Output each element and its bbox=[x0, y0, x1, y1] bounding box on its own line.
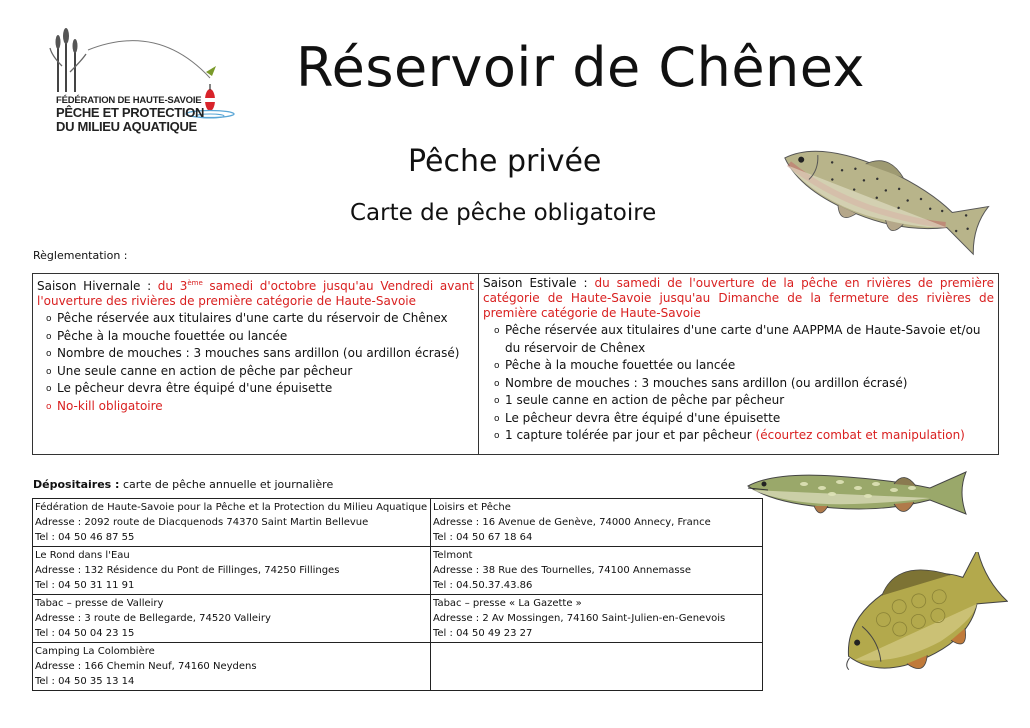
list-item: o Pêche réservée aux titulaires d'une carte d'une AAPPMA de Haute-Savoie et/ou du réservoir de Chênex bbox=[483, 322, 994, 357]
table-cell bbox=[33, 643, 431, 691]
shop-name: Fédération de Haute-Savoie pour la Pêche et la Protection du Milieu Aquatique bbox=[35, 502, 428, 513]
table-cell bbox=[33, 595, 431, 643]
table-cell bbox=[431, 547, 763, 595]
table-row bbox=[33, 643, 763, 691]
summer-season-name: Saison Estivale : bbox=[483, 276, 588, 290]
shop-address: Adresse : 16 Avenue de Genève, 74000 Annecy, France bbox=[433, 517, 711, 528]
table-row bbox=[33, 499, 763, 547]
table-cell bbox=[33, 547, 431, 595]
shop-name: Telmont bbox=[433, 550, 473, 561]
shop-name: Tabac – presse de Valleiry bbox=[35, 598, 164, 609]
shop-phone: Tel : 04 50 67 18 64 bbox=[433, 532, 533, 543]
logo-line-1: FÉDÉRATION DE HAUTE-SAVOIE bbox=[56, 95, 202, 106]
list-item: o Une seule canne en action de pêche par pêcheur bbox=[37, 363, 474, 381]
shop-name: Le Rond dans l'Eau bbox=[35, 550, 130, 561]
logo-text bbox=[56, 96, 206, 133]
logo-line-2: PÊCHE ET PROTECTION bbox=[56, 104, 205, 120]
shop-address: Adresse : 3 route de Bellegarde, 74520 Valleiry bbox=[35, 613, 271, 624]
shop-address: Adresse : 38 Rue des Tournelles, 74100 Annemasse bbox=[433, 565, 691, 576]
shop-address: Adresse : 132 Résidence du Pont de Fillinges, 74250 Fillinges bbox=[35, 565, 340, 576]
shop-phone: Tel : 04 50 35 13 14 bbox=[35, 676, 135, 687]
list-item: o Nombre de mouches : 3 mouches sans ardillon (ou ardillon écrasé) bbox=[483, 375, 994, 393]
shop-phone: Tel : 04 50 04 23 15 bbox=[35, 628, 135, 639]
shop-name: Camping La Colombière bbox=[35, 646, 155, 657]
list-item: o Pêche à la mouche fouettée ou lancée bbox=[483, 357, 994, 375]
depositaires-table bbox=[32, 498, 763, 691]
page-subtitle: Pêche privée bbox=[408, 144, 602, 179]
shop-address: Adresse : 166 Chemin Neuf, 74160 Neydens bbox=[35, 661, 257, 672]
list-item: o Nombre de mouches : 3 mouches sans ardillon (ou ardillon écrasé) bbox=[37, 345, 474, 363]
table-cell bbox=[431, 499, 763, 547]
table-cell bbox=[33, 499, 431, 547]
shop-name: Loisirs et Pêche bbox=[433, 502, 511, 513]
list-item: o 1 seule canne en action de pêche par pêcheur bbox=[483, 392, 994, 410]
winter-season-cell bbox=[33, 274, 479, 454]
winter-season-header bbox=[37, 276, 474, 309]
rules-table bbox=[32, 273, 999, 455]
table-cell bbox=[431, 595, 763, 643]
shop-name: Tabac – presse « La Gazette » bbox=[433, 598, 582, 609]
winter-season-name: Saison Hivernale : bbox=[37, 279, 152, 293]
table-row bbox=[33, 547, 763, 595]
federation-logo bbox=[48, 26, 238, 144]
pike-icon bbox=[744, 462, 974, 532]
list-item: o Le pêcheur devra être équipé d'une épuisette bbox=[483, 410, 994, 428]
shop-address: Adresse : 2092 route de Diacquenods 74370 Saint Martin Bellevue bbox=[35, 517, 369, 528]
reglementation-label: Règlementation : bbox=[33, 249, 128, 262]
page-subtitle-2: Carte de pêche obligatoire bbox=[350, 200, 657, 226]
shop-phone: Tel : 04 50 49 23 27 bbox=[433, 628, 533, 639]
logo-line-3: DU MILIEU AQUATIQUE bbox=[56, 118, 197, 134]
winter-season-period: du 3ème samedi d'octobre jusqu'au Vendredi avant l'ouverture des rivières de première catégorie de Haute-Savoie bbox=[37, 279, 474, 308]
carp-icon bbox=[818, 552, 1008, 692]
winter-rules-list bbox=[37, 310, 474, 415]
summer-season-period: du samedi de l'ouverture de la pêche en rivières de première catégorie de Haute-Savoie jusqu'au Dimanche de la fermeture des rivières de première catégorie de Haute-Savoie bbox=[483, 276, 994, 320]
list-item: o Pêche réservée aux titulaires d'une carte du réservoir de Chênex bbox=[37, 310, 474, 328]
shop-phone: Tel : 04.50.37.43.86 bbox=[433, 580, 533, 591]
empty-cell bbox=[431, 643, 763, 691]
shop-phone: Tel : 04 50 31 11 91 bbox=[35, 580, 135, 591]
summer-season-cell bbox=[479, 274, 998, 454]
shop-address: Adresse : 2 Av Mossingen, 74160 Saint-Julien-en-Genevois bbox=[433, 613, 726, 624]
list-item: o Pêche à la mouche fouettée ou lancée bbox=[37, 328, 474, 346]
capture-item: o 1 capture tolérée par jour et par pêcheur (écourtez combat et manipulation) bbox=[483, 427, 994, 445]
table-row bbox=[33, 595, 763, 643]
summer-rules-list bbox=[483, 322, 994, 445]
no-kill-item: o No-kill obligatoire bbox=[37, 398, 474, 416]
depositaires-label: Dépositaires : carte de pêche annuelle et journalière bbox=[33, 478, 334, 491]
summer-season-header bbox=[483, 276, 994, 321]
shop-phone: Tel : 04 50 46 87 55 bbox=[35, 532, 135, 543]
trout-icon bbox=[762, 140, 992, 260]
page-title: Réservoir de Chênex bbox=[296, 36, 866, 99]
list-item: o Le pêcheur devra être équipé d'une épuisette bbox=[37, 380, 474, 398]
